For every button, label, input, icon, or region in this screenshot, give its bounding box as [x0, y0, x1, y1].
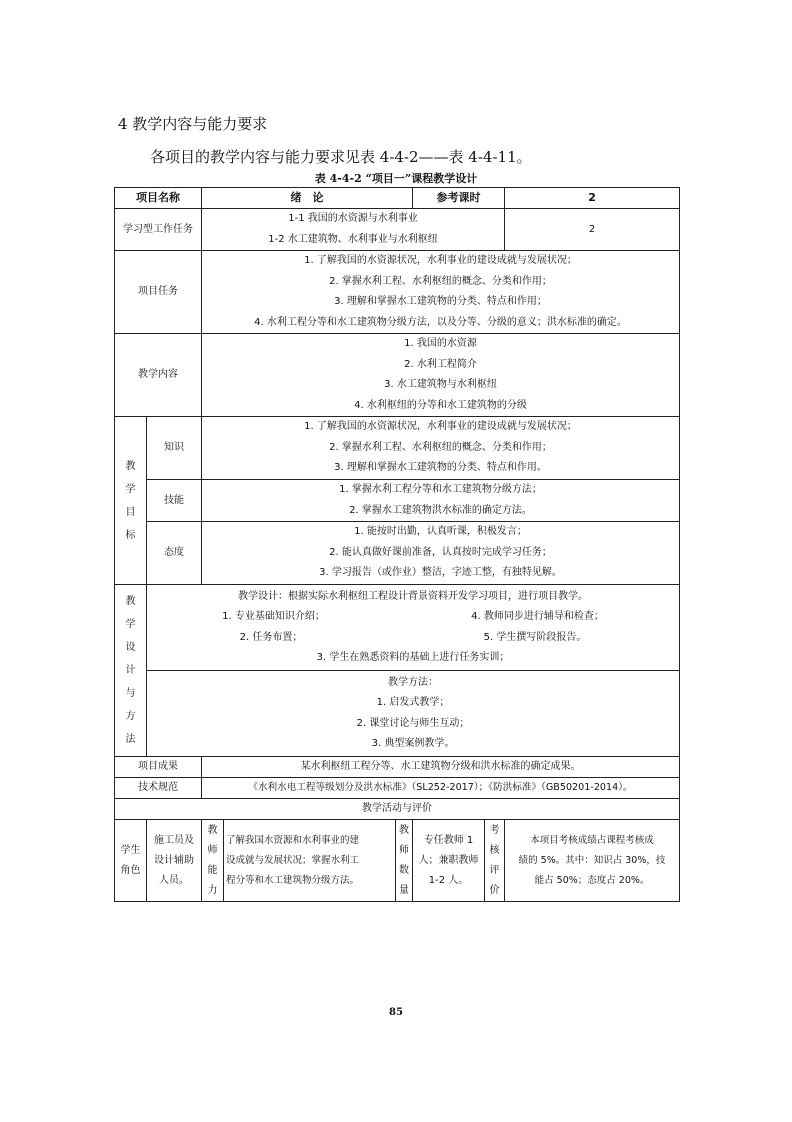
header-row: [115, 188, 680, 209]
design-step: 2. 任务布置；: [239, 631, 303, 643]
design-steps-row: [149, 628, 677, 649]
method-item: 3. 典型案例教学。: [371, 738, 455, 749]
ref-hours-value: 2: [505, 188, 680, 209]
project-task-item: 3. 理解和掌握水工建筑物的分类、特点和作用；: [334, 296, 547, 307]
teacher-ability-line: 程分等和水工建筑物分级方法。: [226, 874, 360, 886]
knowledge-item: 2. 掌握水利工程、水利枢纽的概念、分类和作用；: [329, 441, 552, 453]
attitude-item: 1. 能按时出勤，认真听课，积极发言；: [354, 526, 527, 538]
standards-label: 技术规范: [115, 778, 202, 799]
teaching-content-item: 1. 我国的水资源: [404, 338, 477, 349]
learning-task-row: [115, 209, 680, 251]
attitude-items: [202, 522, 680, 585]
attitude-item: 2. 能认真做好课前准备，认真按时完成学习任务；: [329, 546, 552, 558]
assessment-char: 价: [489, 884, 500, 896]
design-step: 4. 教师同步进行辅导和检查；: [471, 611, 604, 622]
teaching-methods-cell: [147, 671, 680, 757]
assessment-char: 考: [489, 824, 500, 836]
goal-attitude-row: [115, 522, 680, 585]
knowledge-item: 1. 了解我国的水资源状况，水利事业的建设成就与发展状况；: [304, 421, 577, 433]
assessment-char: 评: [489, 864, 500, 876]
teacher-count-value: [413, 820, 485, 902]
teacher-ability-label: [202, 820, 224, 902]
course-design-table: [114, 187, 680, 902]
table-caption: 表 4-4-2 “项目一”课程教学设计: [314, 172, 478, 185]
teacher-ability-value: [224, 820, 396, 902]
design-method-char: 计: [125, 665, 136, 676]
student-role-value: [147, 820, 202, 902]
skills-label: 技能: [147, 480, 202, 522]
method-item: 1. 启发式教学；: [376, 697, 450, 708]
assessment-label: [485, 820, 505, 902]
knowledge-label: 知识: [147, 417, 202, 480]
teacher-count-char: 教: [399, 824, 410, 836]
teacher-ability-char: 能: [207, 864, 218, 876]
project-task-item: 4. 水利工程分等和水工建筑物分级方法，以及分等、分级的意义；洪水标准的确定。: [254, 316, 627, 328]
attitude-item: 3. 学习报告（或作业）整洁，字迹工整，有独特见解。: [319, 567, 562, 579]
intro-text: 各项目的教学内容与能力要求见表 4-4-2——表 4-4-11。: [150, 148, 532, 166]
attitude-label: 态度: [147, 522, 202, 585]
teaching-goals-char: 教: [125, 460, 136, 472]
project-name-label: 项目名称: [115, 188, 202, 209]
design-method-label: [115, 585, 147, 757]
design-method-char: 教: [125, 596, 136, 607]
project-task-item: 1. 了解我国的水资源状况，水利事业的建设成就与发展状况；: [304, 255, 577, 266]
knowledge-items: [202, 417, 680, 480]
learning-task-item: 1-2 水工建筑物、水利事业与水利枢纽: [268, 233, 438, 245]
teacher-ability-line: 了解我国水资源和水利事业的建: [226, 834, 360, 846]
design-method-char: 设: [125, 642, 136, 653]
knowledge-item: 3. 理解和掌握水工建筑物的分类、特点和作用。: [334, 462, 547, 474]
student-role-line: 设计辅助: [154, 854, 194, 866]
student-role-line: 施工员及: [154, 834, 194, 846]
teaching-goals-char: 目: [125, 506, 136, 518]
goal-knowledge-row: [115, 417, 680, 480]
teacher-count-line: 人；兼职教师: [418, 854, 479, 866]
assessment-line: 绩的 5%。其中：知识占 30%，技: [518, 854, 666, 866]
teacher-count-char: 师: [399, 844, 410, 856]
results-row: [115, 757, 680, 778]
goal-skills-row: [115, 480, 680, 522]
design-step: 5. 学生撰写阶段报告。: [483, 631, 587, 643]
teaching-content-items: [202, 334, 680, 417]
teacher-ability-char: 力: [207, 884, 218, 896]
design-steps-row: [149, 607, 677, 628]
teacher-count-label: [396, 820, 413, 902]
activities-title-row: [115, 799, 680, 820]
teaching-content-item: 3. 水工建筑物与水利枢纽: [384, 379, 497, 390]
project-tasks-row: [115, 251, 680, 334]
student-role-label-line: 角色: [120, 864, 141, 876]
skills-item: 1. 掌握水利工程分等和水工建筑物分级方法；: [339, 484, 542, 495]
student-role-label: [115, 820, 147, 902]
teaching-design-cell: [147, 585, 680, 671]
design-method-char: 方: [125, 711, 136, 722]
learning-task-item: 1-1 我国的水资源与水利事业: [288, 213, 418, 224]
assessment-line: 能占 50%；态度占 20%。: [534, 874, 650, 886]
standards-row: [115, 778, 680, 799]
teacher-count-char: 数: [399, 864, 410, 876]
learning-task-items: [202, 209, 505, 251]
project-name-value: 绪 论: [202, 188, 413, 209]
project-tasks-items: [202, 251, 680, 334]
student-role-line: 人员。: [159, 874, 189, 886]
assessment-line: 本项目考核成绩占课程考核成: [530, 834, 654, 846]
teaching-goals-char: 标: [125, 529, 136, 541]
design-method-char: 法: [125, 734, 136, 745]
method-item: 2. 课堂讨论与师生互动；: [356, 717, 470, 729]
results-label: 项目成果: [115, 757, 202, 778]
teaching-design-row: [115, 585, 680, 671]
teacher-ability-char: 师: [207, 844, 218, 856]
teaching-content-row: [115, 334, 680, 417]
section-heading: 4 教学内容与能力要求: [118, 115, 268, 133]
learning-task-label: 学习型工作任务: [115, 209, 202, 251]
results-value: 某水利枢纽工程分等、水工建筑物分级和洪水标准的确定成果。: [202, 757, 680, 778]
teacher-ability-line: 设成就与发展状况；掌握水利工: [226, 854, 360, 866]
teacher-ability-char: 教: [207, 824, 218, 836]
teacher-count-line: 1-2 人。: [428, 874, 469, 886]
ref-hours-label: 参考课时: [413, 188, 505, 209]
teacher-count-char: 量: [399, 884, 410, 896]
design-method-char: 与: [125, 688, 136, 699]
assessment-char: 核: [489, 844, 500, 856]
learning-task-hours: 2: [505, 209, 680, 251]
page-number: 85: [389, 1007, 403, 1018]
standards-value: 《水利水电工程等级划分及洪水标准》（SL252-2017）；《防洪标准》（GB50201-2014）。: [202, 778, 680, 799]
teaching-content-item: 4. 水利枢纽的分等和水工建筑物的分级: [354, 399, 527, 411]
teaching-content-item: 2. 水利工程简介: [404, 358, 477, 370]
skills-items: [202, 480, 680, 522]
teaching-goals-label: [115, 417, 147, 585]
assessment-value: [505, 820, 680, 902]
project-task-item: 2. 掌握水利工程、水利枢纽的概念、分类和作用；: [329, 275, 552, 287]
teacher-count-line: 专任教师 1: [423, 834, 474, 846]
design-method-char: 学: [125, 619, 136, 630]
teaching-methods-row: [115, 671, 680, 757]
student-role-label-line: 学生: [120, 844, 141, 856]
activities-title: 教学活动与评价: [115, 799, 680, 820]
teaching-goals-char: 学: [125, 483, 136, 495]
method-title: 教学方法：: [388, 676, 439, 688]
skills-item: 2. 掌握水工建筑物洪水标准的确定方法。: [349, 504, 532, 516]
teaching-content-label: 教学内容: [115, 334, 202, 417]
design-intro: 教学设计：根据实际水利枢纽工程设计背景资料开发学习项目，进行项目教学。: [238, 590, 589, 602]
activities-row: [115, 820, 680, 902]
design-step: 3. 学生在熟悉资料的基础上进行任务实训；: [316, 652, 510, 663]
project-tasks-label: 项目任务: [115, 251, 202, 334]
design-step: 1. 专业基础知识介绍；: [222, 611, 325, 622]
